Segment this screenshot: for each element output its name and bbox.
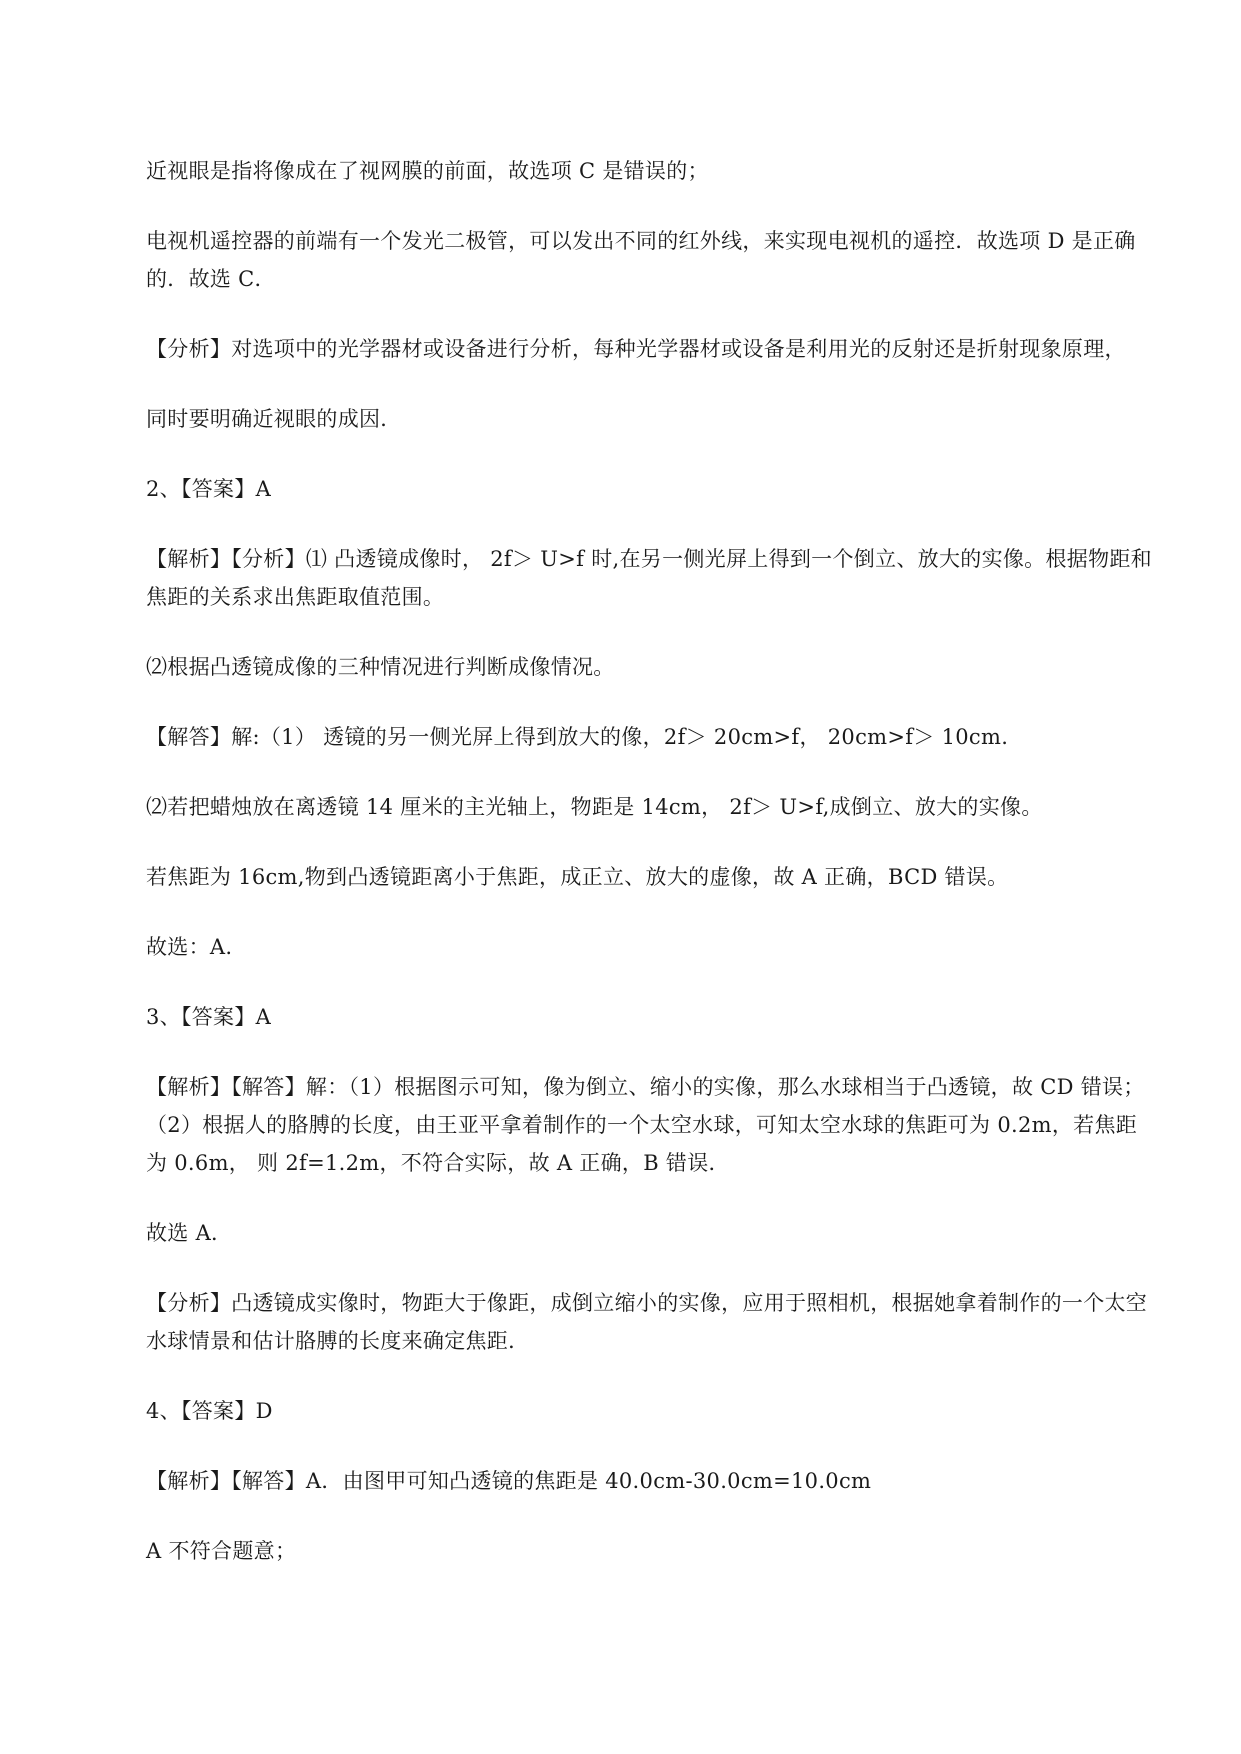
- paragraph-explanation-2-step2: ⑵根据凸透镜成像的三种情况进行判断成像情况。: [146, 655, 615, 679]
- document-body: [146, 152, 1156, 1602]
- paragraph-choice-2: 故选：A.: [146, 935, 233, 959]
- paragraph-remote-option-d: 电视机遥控器的前端有一个发光二极管，可以发出不同的红外线，来实现电视机的遥控．故选项 D 是正确的．故选 C．: [146, 229, 1136, 291]
- paragraph-choice-3: 故选 A．: [146, 1221, 233, 1245]
- answer-heading-2: 2、【答案】A: [146, 477, 272, 501]
- paragraph-solution-2-conclusion: 若焦距为 16cm,物到凸透镜距离小于焦距，成正立、放大的虚像，故 A 正确，BCD 错误。: [146, 865, 1009, 889]
- paragraph-myopia-option-c: 近视眼是指将像成在了视网膜的前面，故选项 C 是错误的；: [146, 159, 709, 183]
- paragraph-explanation-2-analysis: 【解析】【分析】⑴ 凸透镜成像时， 2f＞ U>f 时,在另一侧光屏上得到一个倒立、放大的实像。根据物距和焦距的关系求出焦距取值范围。: [146, 547, 1152, 609]
- answer-heading-4: 4、【答案】D: [146, 1399, 273, 1423]
- paragraph-solution-2-step1: 【解答】解:（1） 透镜的另一侧光屏上得到放大的像，2f＞ 20cm>f， 20cm>f＞ 10cm.: [146, 725, 1009, 749]
- paragraph-analysis-3: 【分析】凸透镜成实像时，物距大于像距，成倒立缩小的实像，应用于照相机，根据她拿着制作的一个太空水球情景和估计胳膊的长度来确定焦距．: [146, 1291, 1148, 1353]
- paragraph-solution-4-a: A 不符合题意；: [146, 1539, 297, 1563]
- paragraph-myopia-cause: 同时要明确近视眼的成因．: [146, 407, 402, 431]
- paragraph-solution-2-step2: ⑵若把蜡烛放在离透镜 14 厘米的主光轴上，物距是 14cm， 2f＞ U>f,成倒立、放大的实像。: [146, 795, 1043, 819]
- paragraph-solution-4: 【解析】【解答】A．由图甲可知凸透镜的焦距是 40.0cm-30.0cm=10.0cm: [146, 1469, 872, 1493]
- paragraph-analysis-1: 【分析】对选项中的光学器材或设备进行分析，每种光学器材或设备是利用光的反射还是折射现象原理，: [146, 337, 1126, 361]
- paragraph-solution-3: 【解析】【解答】解：（1）根据图示可知，像为倒立、缩小的实像，那么水球相当于凸透镜，故 CD 错误；（2）根据人的胳膊的长度，由王亚平拿着制作的一个太空水球，可知太空水球的焦距可为 0.2m，若焦距为 0.6m， 则 2f=1.2m，不符合实际，故 A 正确，B 错误．: [146, 1075, 1145, 1175]
- answer-heading-3: 3、【答案】A: [146, 1005, 272, 1029]
